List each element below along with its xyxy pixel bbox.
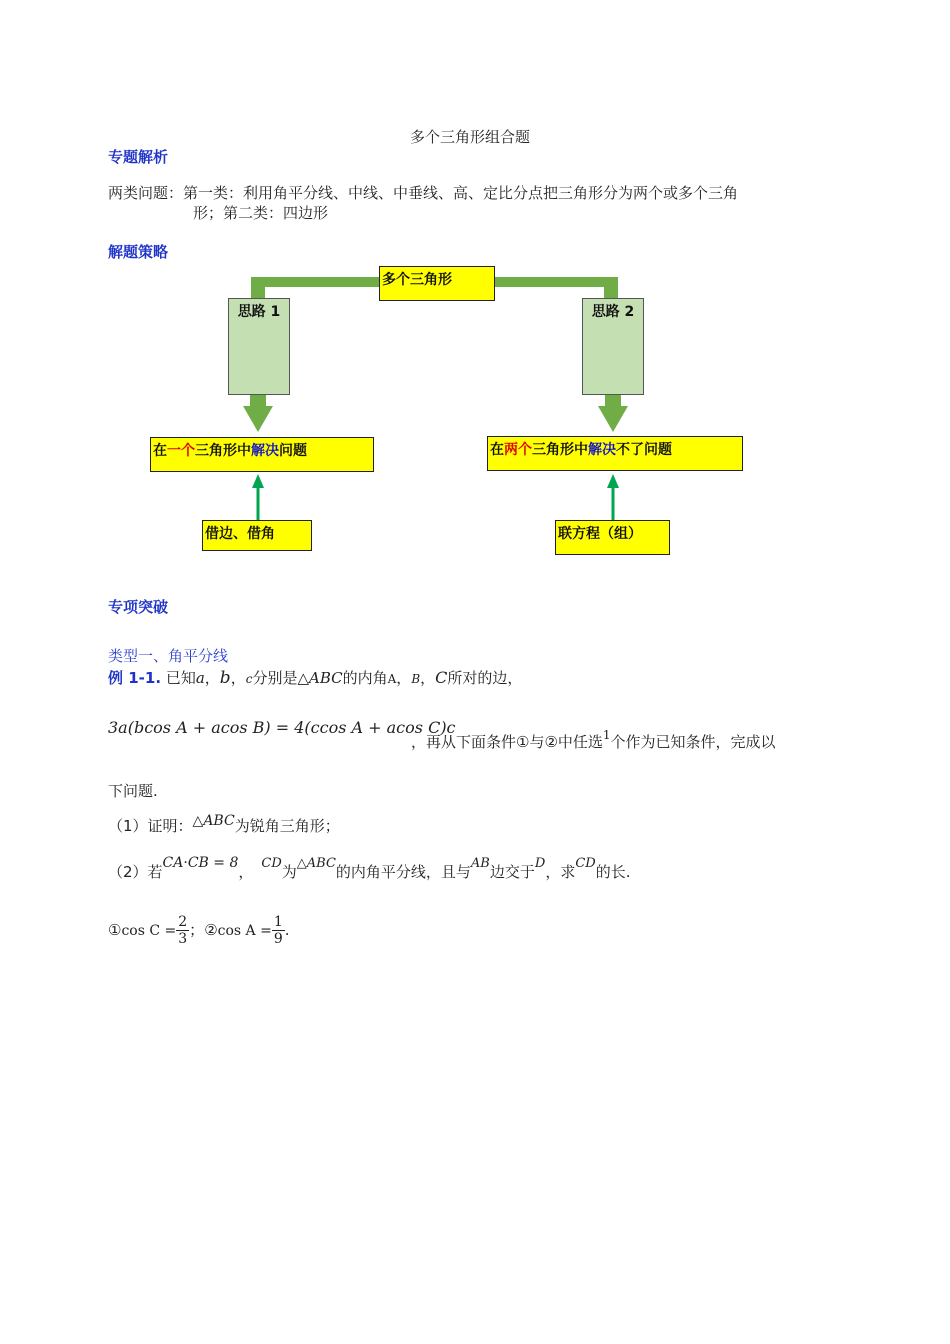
arrow-down-right [598,394,628,432]
q2-expr: CA·CB = 8 [162,855,239,871]
q1-label: （1）证明： [108,817,193,835]
box-approach-2: 思路 2 [582,298,644,395]
q2-ab: AB [470,856,490,871]
connector-right-bar [494,277,618,287]
q1-triangle: △ABC [192,813,235,829]
box-borrow-side-angle: 借边、借角 [202,520,312,551]
cond-1-fraction [176,914,189,947]
q2-text-3: 边交于 [489,863,535,881]
connector-left-bar [251,277,381,287]
cond-2-marker: ② [204,921,218,939]
example-text-6: 个作为已知条件，完成以 [610,733,776,751]
cond-semicolon: ； [189,921,205,939]
box-two-p4: 解决 [588,442,616,458]
example-line-3: 下问题. [108,782,158,800]
var-B: B [411,672,421,686]
box-two-p1: 在 [490,442,504,458]
example-formula: 3a(bcos A + acos B) = 4(ccos A + acos C)c [108,718,456,737]
type-heading: 类型一、角平分线 [108,647,229,665]
sep-3: ， [396,669,412,687]
question-2 [108,855,631,886]
var-c: c [245,672,253,686]
section-heading-strategy: 解题策略 [108,243,169,261]
q2-comma: ， [238,863,254,881]
cond-2-fraction [272,914,285,947]
example-text-1: 已知 [165,669,196,687]
analysis-line-1: 两类问题：第一类：利用角平分线、中线、中垂线、高、定比分点把三角形分为两个或多个三角 [108,184,739,202]
cond-1-cos: cos C = [121,923,177,939]
example-label: 例 1-1. [108,669,162,687]
number-one: 1 [602,728,611,742]
var-b: b [219,668,231,688]
box-simultaneous-equations: 联方程（组） [555,520,670,555]
section-heading-analysis: 专题解析 [108,148,169,166]
box-solve-in-one-p3: 三角形中 [195,443,251,459]
q2-cd-2: CD [575,856,596,871]
q2-cd: CD [261,856,282,871]
var-C: C [435,668,448,687]
arrow-down-left [243,394,273,432]
arrow-up-right-head [607,474,619,488]
example-text-5: ，再从下面条件①与②中任选 [411,733,603,751]
connector-left-down [251,277,265,300]
box-two-p3: 三角形中 [532,442,588,458]
box-solve-in-one-p4: 解决 [251,443,279,459]
sep-2: ， [230,669,246,687]
question-1 [108,814,340,839]
sep-1: ， [204,669,220,687]
sep-4: ， [420,669,436,687]
example-text-4: 所对的边， [447,669,523,687]
box-solve-in-one-p2: 一个 [167,443,195,459]
var-A: A [387,672,397,686]
box-multiple-triangles: 多个三角形 [379,266,495,301]
page-title: 多个三角形组合题 [410,128,531,146]
analysis-line-2: 形；第二类：四边形 [193,204,329,222]
q2-text-2: 的内角平分线，且与 [335,863,471,881]
box-solve-in-one-p1: 在 [153,443,167,459]
box-two-p2: 两个 [504,442,532,458]
cond-2-numerator: 1 [273,914,283,930]
cond-1-denominator: 3 [178,931,188,947]
arrow-up-left-head [252,474,264,488]
section-heading-practice: 专项突破 [108,598,169,616]
box-approach-1: 思路 1 [228,298,290,395]
cond-1-marker: ① [108,921,122,939]
cond-1-numerator: 2 [178,914,188,930]
example-line-1 [108,666,522,691]
connector-right-down [604,277,618,300]
cond-2-denominator: 9 [273,931,283,947]
q1-text: 为锐角三角形； [234,817,340,835]
q2-triangle: △ABC [296,856,336,871]
q2-text-1: 为 [281,863,297,881]
conditions [108,913,290,948]
var-a: a [195,669,205,687]
q2-text-4: ，求 [545,863,576,881]
q2-text-5: 的长. [595,863,631,881]
cond-2-cos: cos A = [217,923,272,939]
box-solve-in-one [150,437,374,472]
example-line-2 [411,730,776,755]
q2-label: （2）若 [108,863,163,881]
box-solve-in-one-p5: 问题 [279,443,307,459]
q2-d: D [534,856,546,871]
example-text-3: 的内角 [342,669,388,687]
example-text-2: 分别是 [252,669,298,687]
box-two-p5: 不了问题 [616,442,672,458]
cond-end: . [284,921,290,939]
box-cannot-solve-in-two [487,436,743,471]
triangle-abc: △ABC [297,669,343,687]
